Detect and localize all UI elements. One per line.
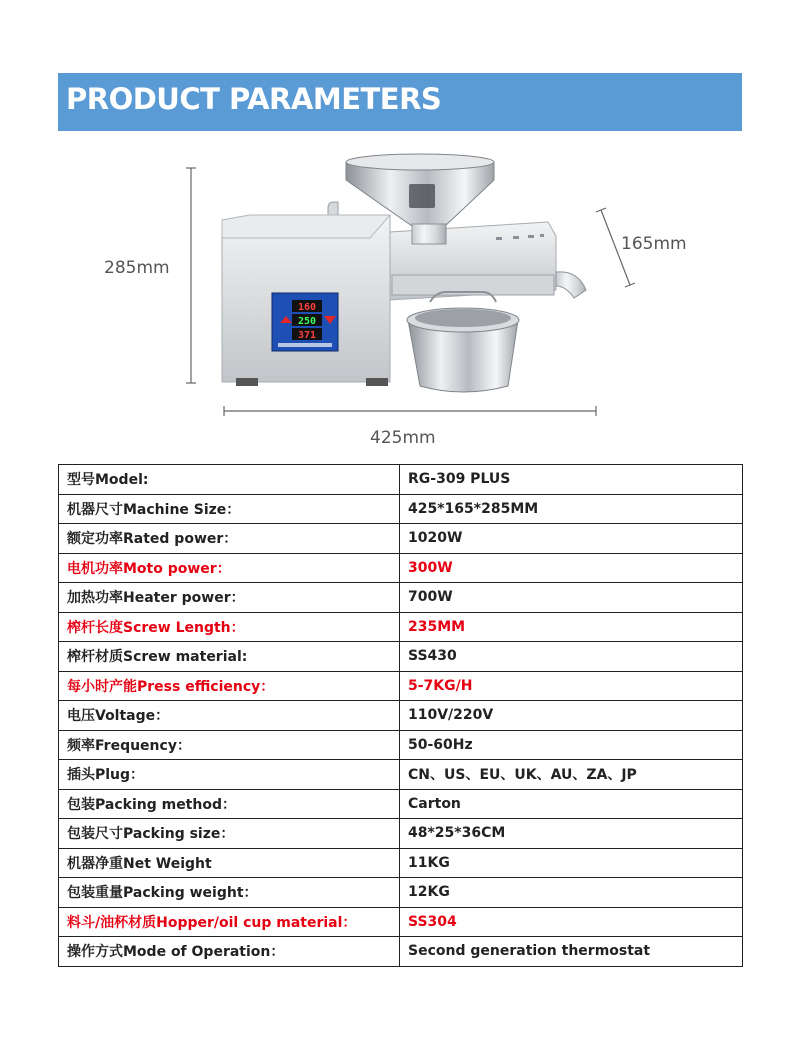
- spec-row: [59, 612, 743, 642]
- width-label: 425mm: [370, 428, 436, 448]
- spec-label: 机器净重Net Weight: [59, 848, 400, 878]
- spec-row: [59, 465, 743, 495]
- spec-label: 机器尺寸Machine Size：: [59, 494, 400, 524]
- spec-row: [59, 819, 743, 849]
- spec-row: [59, 907, 743, 937]
- height-label: 285mm: [104, 258, 170, 278]
- spec-row: [59, 671, 743, 701]
- spec-row: [59, 642, 743, 672]
- spec-row: [59, 789, 743, 819]
- spec-label: 每小时产能Press efficiency：: [59, 671, 400, 701]
- spec-label: 电压Voltage：: [59, 701, 400, 731]
- oil-press-illustration: [0, 140, 790, 460]
- spec-row: [59, 878, 743, 908]
- spec-row: [59, 760, 743, 790]
- display-row3: 371: [297, 330, 317, 341]
- spec-value: 110V/220V: [400, 701, 743, 731]
- spec-value: 300W: [400, 553, 743, 583]
- spec-value: 11KG: [400, 848, 743, 878]
- spec-row: [59, 524, 743, 554]
- spec-label: 型号Model:: [59, 465, 400, 495]
- spec-label: 包装重量Packing weight：: [59, 878, 400, 908]
- spec-value: 12KG: [400, 878, 743, 908]
- spec-label: 榨杆材质Screw material:: [59, 642, 400, 672]
- spec-label: 加热功率Heater power：: [59, 583, 400, 613]
- spec-row: [59, 701, 743, 731]
- spec-table: [58, 464, 743, 967]
- spec-row: [59, 730, 743, 760]
- page-title: PRODUCT PARAMETERS: [66, 82, 442, 116]
- depth-label: 165mm: [621, 234, 687, 254]
- product-figure: [0, 140, 790, 460]
- spec-value: Carton: [400, 789, 743, 819]
- spec-value: SS430: [400, 642, 743, 672]
- spec-label: 频率Frequency：: [59, 730, 400, 760]
- spec-value: 48*25*36CM: [400, 819, 743, 849]
- spec-value: 425*165*285MM: [400, 494, 743, 524]
- spec-value: CN、US、EU、UK、AU、ZA、JP: [400, 760, 743, 790]
- spec-label: 额定功率Rated power：: [59, 524, 400, 554]
- spec-row: [59, 553, 743, 583]
- spec-row: [59, 848, 743, 878]
- height-dimension: [186, 168, 196, 383]
- spec-value: 50-60Hz: [400, 730, 743, 760]
- spec-value: 5-7KG/H: [400, 671, 743, 701]
- oil-cup: [407, 292, 519, 392]
- spec-label: 榨杆长度Screw Length：: [59, 612, 400, 642]
- spec-value: Second generation thermostat: [400, 937, 743, 967]
- spec-label: 插头Plug：: [59, 760, 400, 790]
- spec-label: 料斗/油杯材质Hopper/oil cup material：: [59, 907, 400, 937]
- display-row2: 250: [297, 316, 317, 327]
- spec-value: 235MM: [400, 612, 743, 642]
- spec-value: 1020W: [400, 524, 743, 554]
- spec-value: 700W: [400, 583, 743, 613]
- spec-label: 包装Packing method：: [59, 789, 400, 819]
- spec-value: RG-309 PLUS: [400, 465, 743, 495]
- display-row1: 160: [297, 302, 317, 313]
- spec-row: [59, 583, 743, 613]
- spec-label: 操作方式Mode of Operation：: [59, 937, 400, 967]
- spec-row: [59, 937, 743, 967]
- spec-label: 电机功率Moto power：: [59, 553, 400, 583]
- header-banner: [58, 73, 742, 131]
- spec-row: [59, 494, 743, 524]
- spec-value: SS304: [400, 907, 743, 937]
- spec-label: 包装尺寸Packing size：: [59, 819, 400, 849]
- width-dimension: [224, 406, 596, 416]
